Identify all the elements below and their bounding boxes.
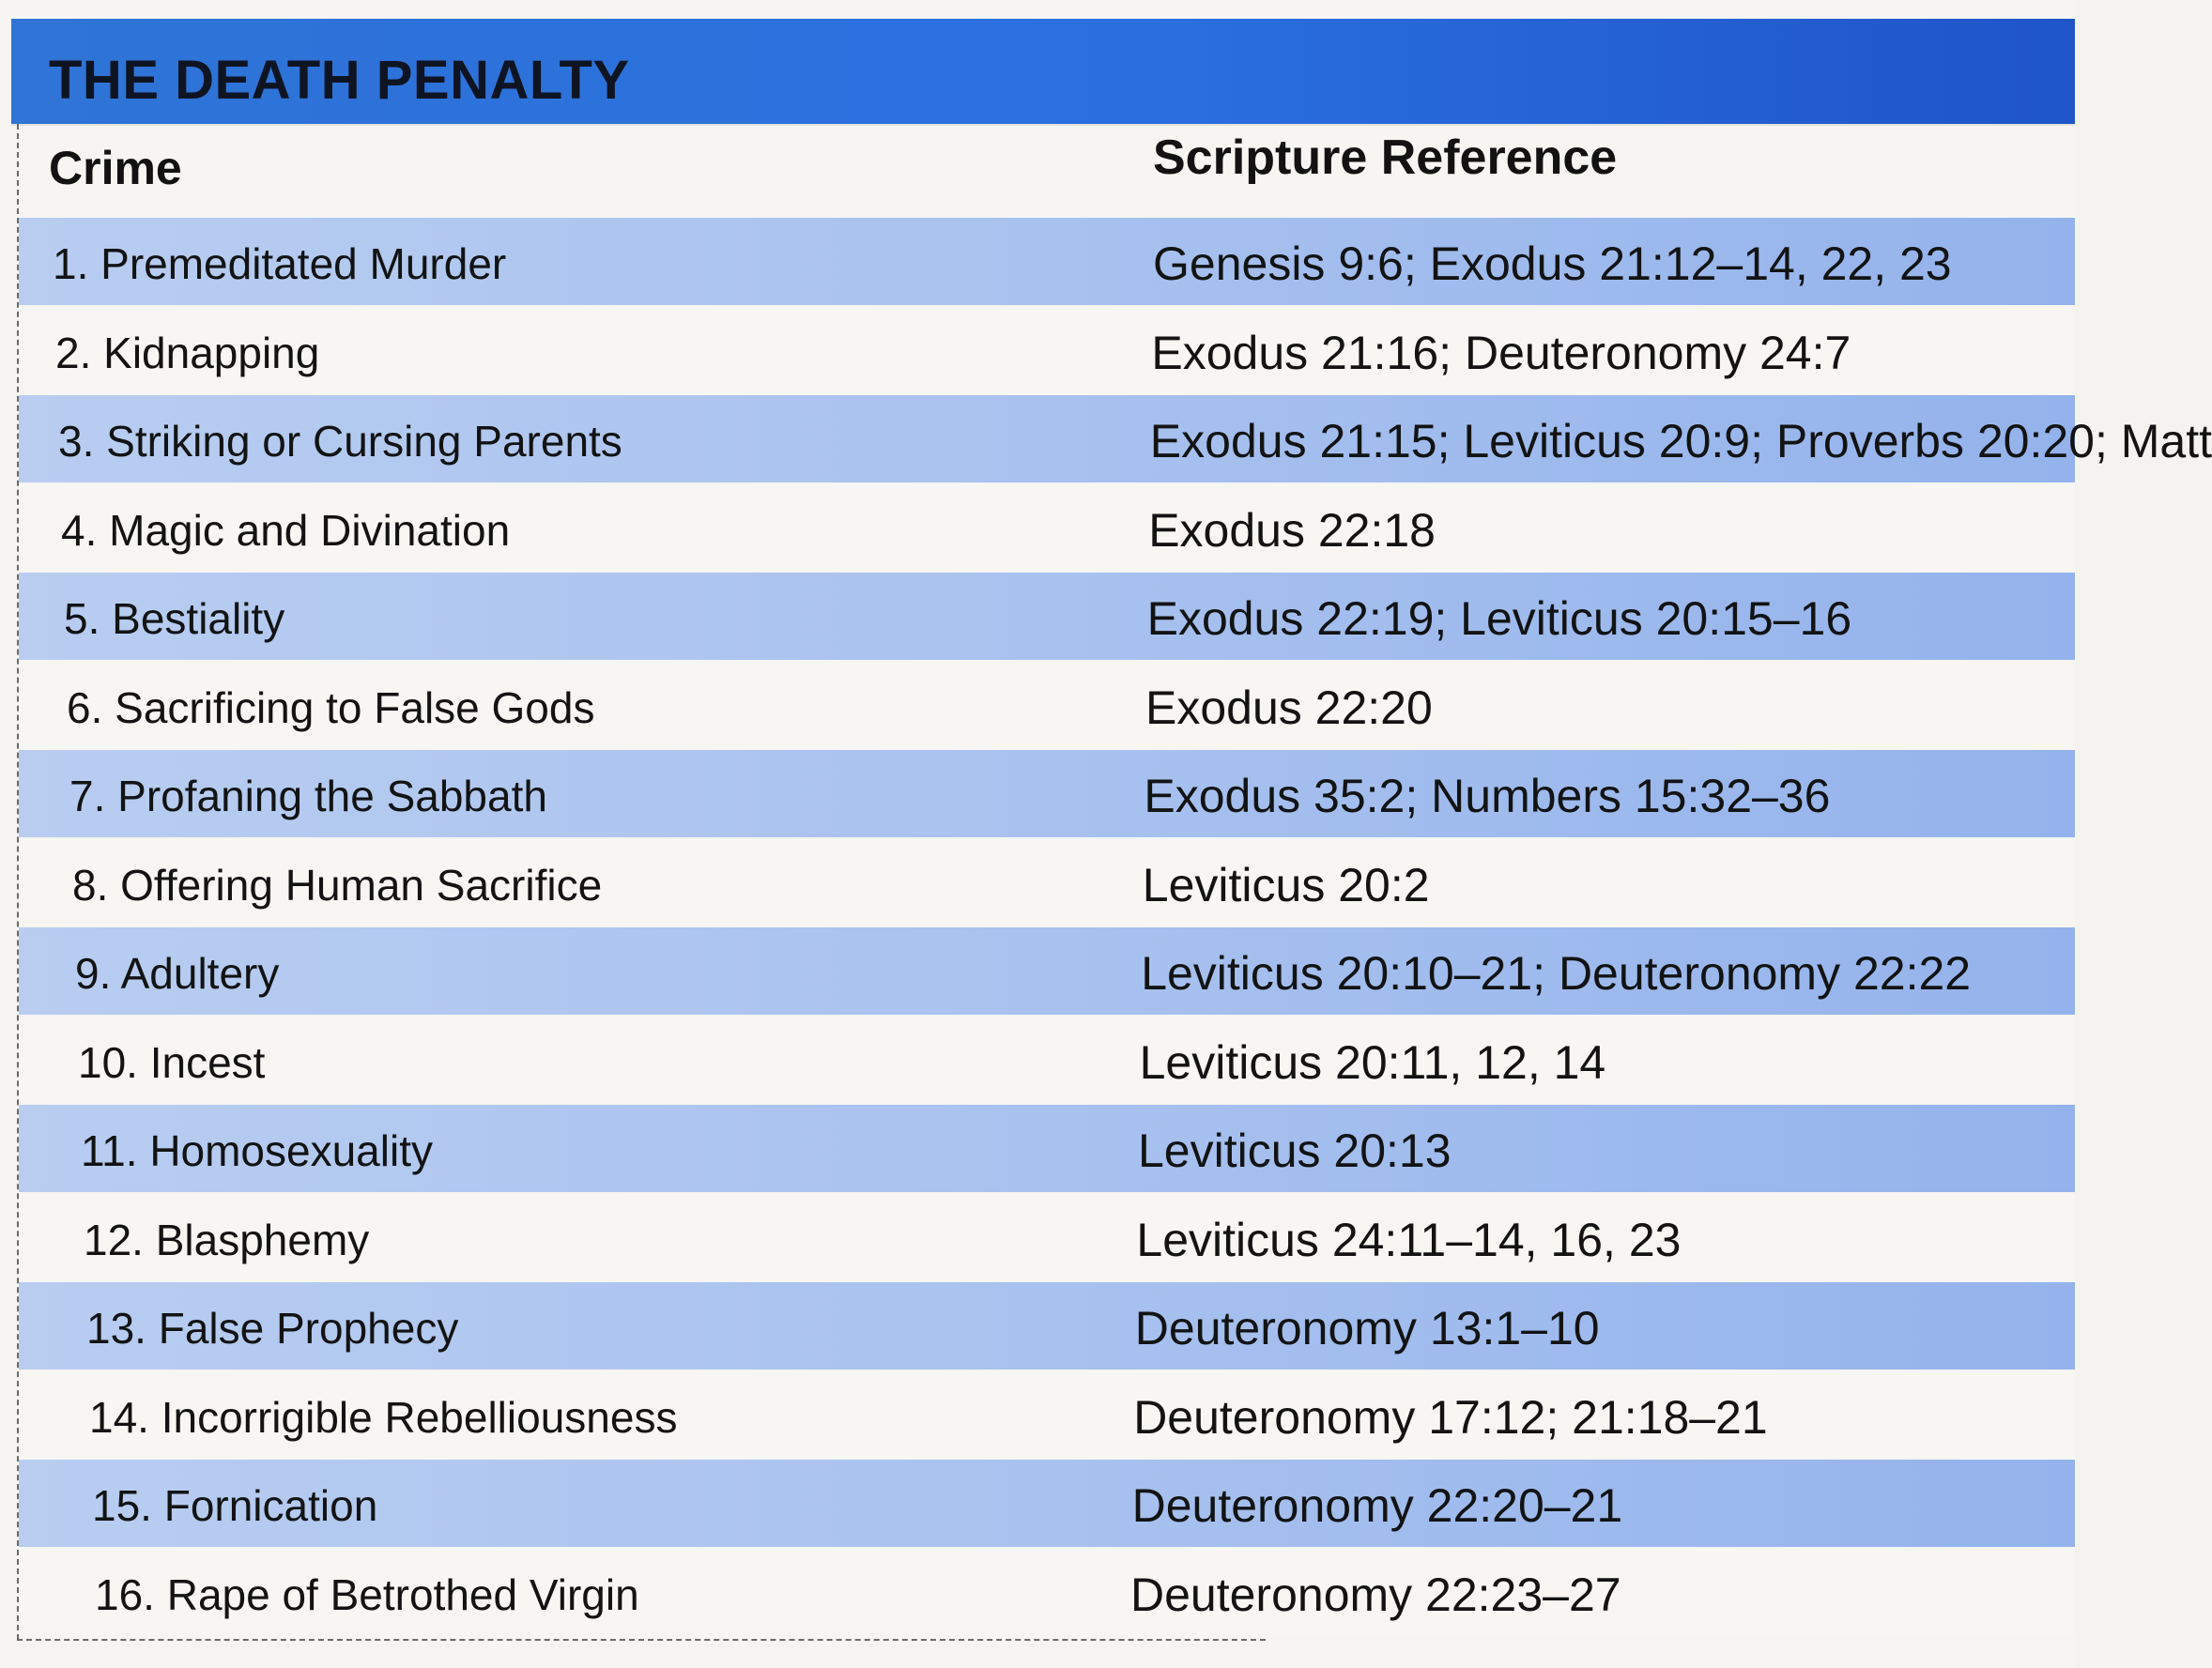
crime-cell: 3. Striking or Cursing Parents bbox=[58, 417, 622, 466]
crime-cell: 5. Bestiality bbox=[64, 594, 285, 643]
crime-cell: 8. Offering Human Sacrifice bbox=[72, 860, 603, 910]
crime-cell: 15. Fornication bbox=[92, 1481, 378, 1530]
crime-cell: 1. Premeditated Murder bbox=[53, 239, 507, 288]
reference-cell: Genesis 9:6; Exodus 21:12–14, 22, 23 bbox=[1153, 237, 1952, 290]
reference-cell: Leviticus 20:10–21; Deuteronomy 22:22 bbox=[1141, 947, 1972, 1000]
reference-cell: Leviticus 24:11–14, 16, 23 bbox=[1136, 1213, 1682, 1266]
reference-cell: Exodus 22:18 bbox=[1148, 503, 1436, 557]
crime-cell: 7. Profaning the Sabbath bbox=[69, 772, 547, 820]
reference-cell: Exodus 21:16; Deuteronomy 24:7 bbox=[1151, 326, 1851, 379]
crime-cell: 4. Magic and Divination bbox=[61, 505, 511, 555]
table-row bbox=[19, 1017, 2075, 1104]
crime-cell: 10. Incest bbox=[78, 1037, 266, 1087]
table-header bbox=[19, 124, 2075, 218]
reference-cell: Deuteronomy 17:12; 21:18–21 bbox=[1133, 1390, 1768, 1444]
column-header-crime: Crime bbox=[49, 142, 182, 194]
reference-cell: Deuteronomy 22:20–21 bbox=[1131, 1479, 1623, 1532]
reference-cell: Exodus 35:2; Numbers 15:32–36 bbox=[1144, 770, 1831, 822]
crime-cell: 2. Kidnapping bbox=[55, 328, 320, 377]
reference-cell: Exodus 22:20 bbox=[1145, 681, 1433, 734]
reference-cell: Leviticus 20:13 bbox=[1138, 1125, 1452, 1177]
crime-cell: 6. Sacrificing to False Gods bbox=[67, 682, 595, 732]
column-header-reference: Scripture Reference bbox=[1153, 130, 1618, 185]
crime-cell: 11. Homosexuality bbox=[81, 1126, 433, 1175]
reference-cell: Leviticus 20:11, 12, 14 bbox=[1139, 1035, 1606, 1089]
crime-cell: 14. Incorrigible Rebelliousness bbox=[89, 1392, 678, 1442]
reference-cell: Deuteronomy 22:23–27 bbox=[1130, 1568, 1621, 1621]
crime-cell: 13. False Prophecy bbox=[86, 1304, 459, 1353]
reference-cell: Exodus 21:15; Leviticus 20:9; Proverbs 20:20; Matt bbox=[1149, 415, 2212, 467]
table-frame-bottom bbox=[17, 1639, 1266, 1641]
crime-cell: 12. Blasphemy bbox=[84, 1215, 370, 1264]
reference-cell: Deuteronomy 13:1–10 bbox=[1134, 1302, 1600, 1354]
table-title: THE DEATH PENALTY bbox=[49, 50, 630, 111]
crime-cell: 16. Rape of Betrothed Virgin bbox=[95, 1569, 639, 1619]
reference-cell: Leviticus 20:2 bbox=[1142, 858, 1430, 911]
crime-cell: 9. Adultery bbox=[75, 949, 280, 998]
reference-cell: Exodus 22:19; Leviticus 20:15–16 bbox=[1146, 592, 1852, 645]
